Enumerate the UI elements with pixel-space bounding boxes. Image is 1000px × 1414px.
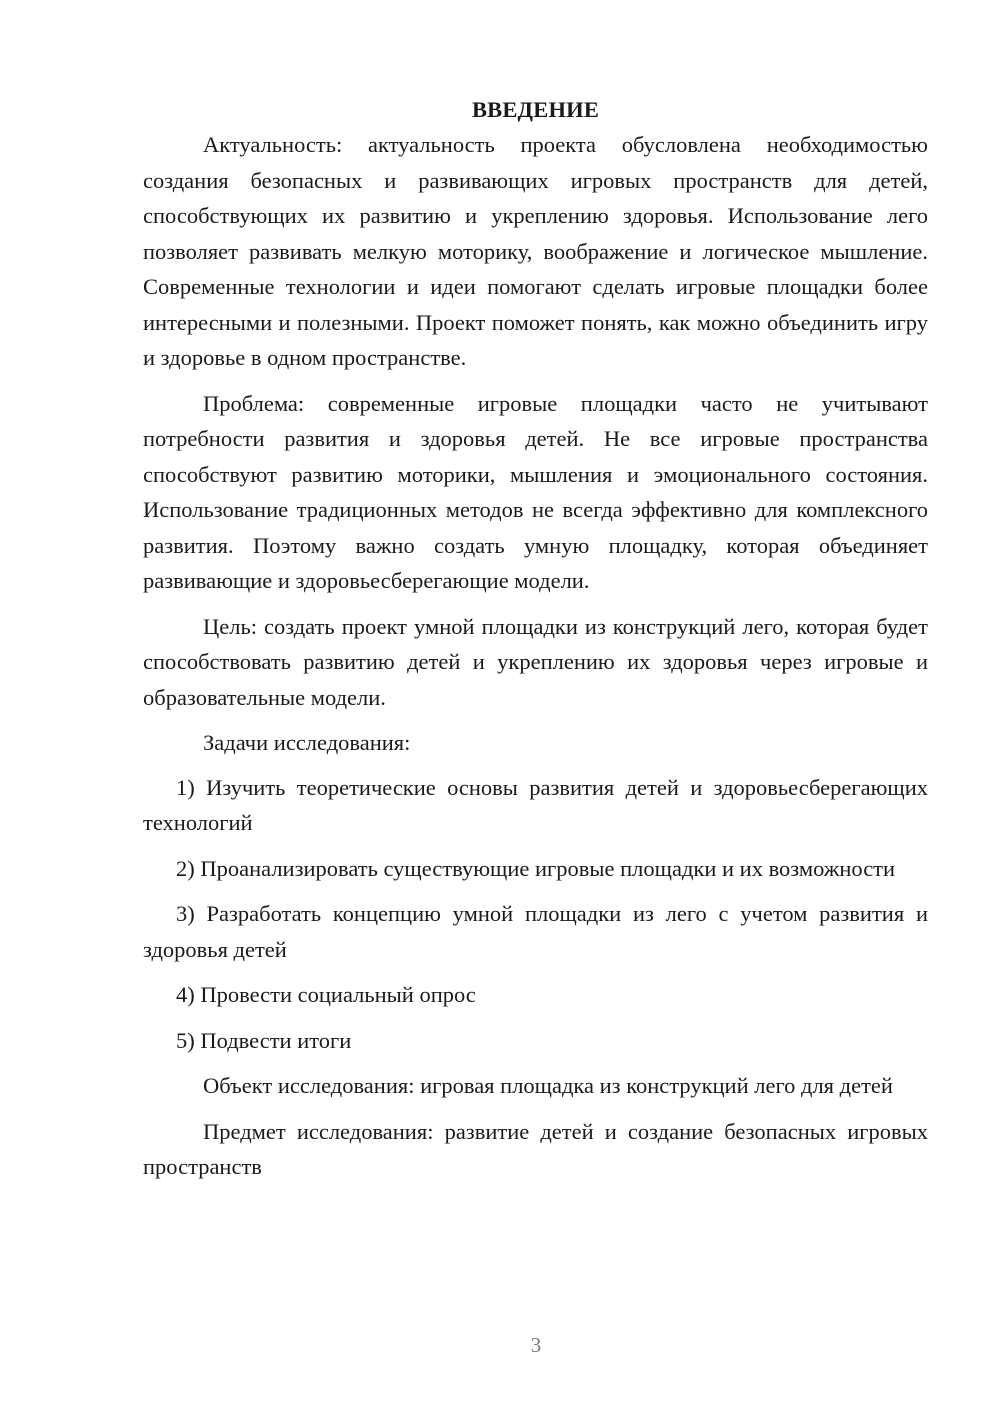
paragraph-problem: Проблема: современные игровые площадки часто не учитывают потребности развития и здоровья детей. Не все игровые пространства способствуют развитию моторики, мышления и эмоционального состояния. Использование традиционных методов не всегда эффективно для комплексного развития. Поэтому важно создать умную площадку, которая объединяет развивающие и здоровьесберегающие модели.: [143, 390, 928, 593]
page-number: 3: [530, 1333, 542, 1357]
page-title: ВВЕДЕНИЕ: [471, 97, 600, 122]
research-object: Объект исследования: игровая площадка из конструкций лего для детей: [203, 1073, 893, 1098]
task-item-4: 4) Провести социальный опрос: [176, 982, 476, 1007]
task-item-1: 1) Изучить теоретические основы развития детей и здоровьесберегающих технологий: [143, 774, 928, 835]
paragraph-relevance: Актуальность: актуальность проекта обусловлена необходимостью создания безопасных и развивающих игровых пространств для детей, способствующих их развитию и укреплению здоровья. Использование лего позволяет развивать мелкую моторику, воображение и логическое мышление. Современные технологии и идеи помогают сделать игровые площадки более интересными и полезными. Проект поможет понять, как можно объединить игру и здоровье в одном пространстве.: [143, 132, 928, 370]
research-subject: Предмет исследования: развитие детей и создание безопасных игровых пространств: [143, 1118, 928, 1179]
task-item-5: 5) Подвести итоги: [176, 1027, 352, 1053]
paragraph-goal: Цель: создать проект умной площадки из конструкций лего, которая будет способствовать развитию детей и укреплению их здоровья через игровые и образовательные модели.: [143, 613, 928, 710]
tasks-heading: Задачи исследования:: [203, 730, 411, 755]
task-item-2: 2) Проанализировать существующие игровые площадки и их возможности: [176, 855, 896, 881]
task-item-3: 3) Разработать концепцию умной площадки из лего с учетом развития и здоровья детей: [143, 901, 928, 962]
page-content: [143, 92, 928, 1185]
